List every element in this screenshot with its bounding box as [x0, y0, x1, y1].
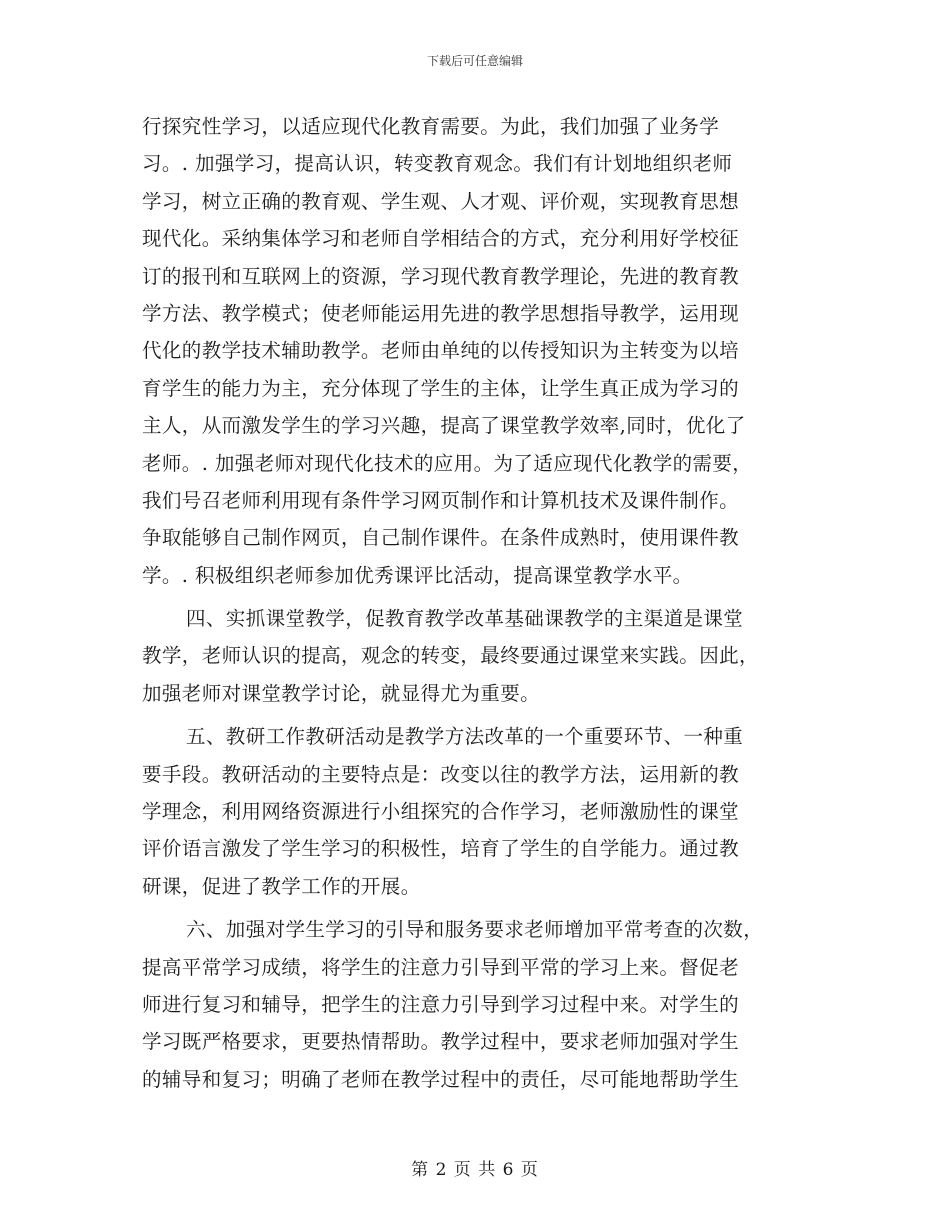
text-line: 师进行复习和辅导，把学生的注意力引导到学习过程中来。对学生的 — [142, 992, 740, 1016]
text-line: 现代化。采纳集体学习和老师自学相结合的方式，充分利用好学校征 — [142, 227, 740, 251]
text-line: 提高平常学习成绩，将学生的注意力引导到平常的学习上来。督促老 — [142, 955, 740, 979]
text-line: 老师。. 加强老师对现代化技术的应用。为了适应现代化教学的需要， — [142, 451, 753, 475]
text-line: 我们号召老师利用现有条件学习网页制作和计算机技术及课件制作。 — [142, 488, 740, 512]
paragraph-start-line: 四、实抓课堂教学，促教育教学改革基础课教学的主渠道是课堂 — [186, 607, 744, 631]
text-line: 育学生的能力为主，充分体现了学生的主体，让学生真正成为学习的 — [142, 376, 740, 400]
text-line: 评价语言激发了学生学习的积极性，培育了学生的自学能力。通过教 — [142, 837, 740, 861]
text-line: 研课，促进了教学工作的开展。 — [142, 874, 421, 898]
text-line: 行探究性学习，以适应现代化教育需要。为此，我们加强了业务学 — [142, 115, 720, 138]
text-line: 学理念，利用网络资源进行小组探究的合作学习，老师激励性的课堂 — [142, 800, 740, 824]
document-body — [142, 108, 810, 1098]
text-line: 的辅导和复习；明确了老师在教学过程中的责任，尽可能地帮助学生 — [142, 1067, 740, 1091]
text-line: 学习既严格要求，更要热情帮助。教学过程中，要求老师加强对学生 — [142, 1030, 740, 1054]
text-line: 学方法、教学模式；使老师能运用先进的教学思想指导教学，运用现 — [142, 301, 740, 325]
text-line: 学。. 积极组织老师参加优秀课评比活动，提高课堂教学水平。 — [142, 563, 693, 587]
paragraph-start-line: 五、教研工作教研活动是教学方法改革的一个重要环节、一种重 — [186, 725, 744, 749]
text-line: 加强老师对课堂教学讨论，就显得尤为重要。 — [142, 681, 541, 705]
text-line: 主人，从而激发学生的学习兴趣，提高了课堂教学效率,同时，优化了 — [142, 414, 746, 438]
page-header: 下载后可任意编辑 — [426, 54, 523, 68]
text-line: 教学，老师认识的提高，观念的转变，最终要通过课堂来实践。因此， — [142, 644, 759, 668]
text-line: 习。. 加强学习，提高认识，转变教育观念。我们有计划地组织老师 — [142, 152, 733, 176]
text-line: 争取能够自己制作网页，自己制作课件。在条件成熟时，使用课件教 — [142, 526, 740, 550]
text-line: 学习，树立正确的教育观、学生观、人才观、评价观，实现教育思想 — [142, 189, 740, 213]
paragraph-start-line: 六、加强对学生学习的引导和服务要求老师增加平常考查的次数， — [186, 918, 764, 942]
text-line: 要手段。教研活动的主要特点是：改变以往的教学方法，运用新的教 — [142, 762, 740, 786]
page-number: 第 2 页 共 6 页 — [411, 1160, 539, 1180]
text-line: 代化的教学技术辅助教学。老师由单纯的以传授知识为主转变为以培 — [142, 339, 740, 363]
text-line: 订的报刊和互联网上的资源，学习现代教育教学理论，先进的教育教 — [142, 264, 740, 288]
